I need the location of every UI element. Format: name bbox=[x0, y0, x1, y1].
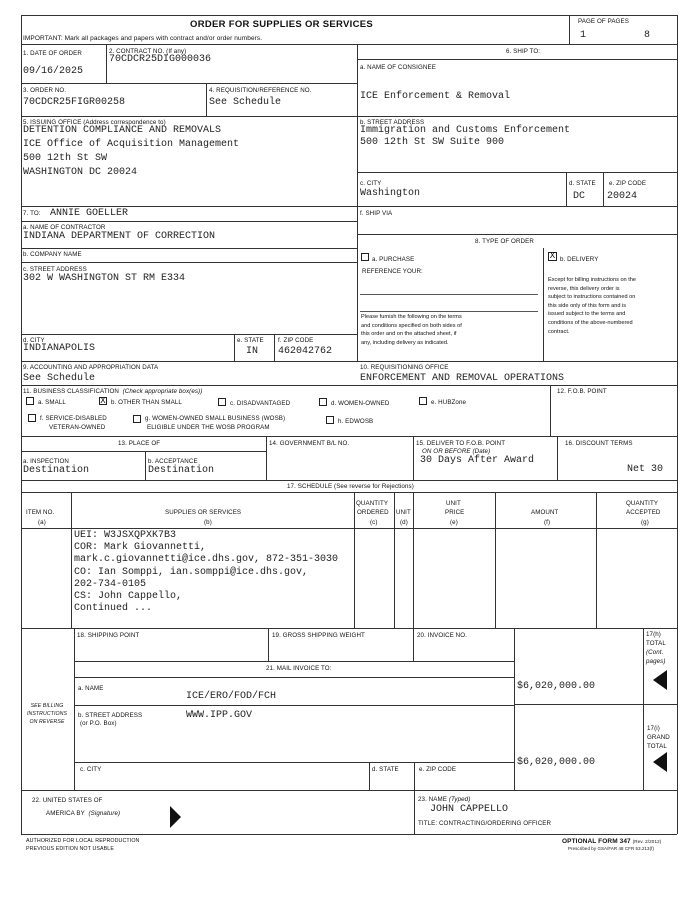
small-label: a. SMALL bbox=[38, 399, 66, 406]
page-number: 1 bbox=[580, 30, 587, 41]
contractor-street-value: 302 W WASHINGTON ST RM E334 bbox=[23, 273, 186, 284]
disadvantaged-label: c. DISADVANTAGED bbox=[230, 400, 291, 407]
issuing-office-line-4: WASHINGTON DC 20024 bbox=[23, 167, 138, 178]
delivery-conditions: Except for billing instructions on the reverse, this delivery order is subject to instructions contained on this side only of this form and is issued subject to the terms and conditions of the above-numbered contract. bbox=[548, 277, 636, 335]
ship-zip-label: e. ZIP CODE bbox=[609, 180, 647, 187]
contractor-state-value: IN bbox=[246, 346, 259, 357]
mail-po-label: (or P.O. Box) bbox=[80, 720, 117, 727]
requisition-no-label: 4. REQUISITION/REFERENCE NO. bbox=[209, 87, 312, 94]
footer-prescribed: Prescribed by GSA/FAR 48 CFR 53.213(f) bbox=[568, 846, 655, 851]
women-owned-label: d. WOMEN-OWNED bbox=[331, 400, 390, 407]
footer-form-number: OPTIONAL FORM 347 (Rev. 2/2012) bbox=[562, 838, 662, 845]
unit-col: (d) bbox=[400, 519, 408, 526]
contractor-name-value: INDIANA DEPARTMENT OF CORRECTION bbox=[23, 231, 216, 242]
supplies-header: SUPPLIES OR SERVICES bbox=[165, 509, 242, 516]
total-arrow-icon bbox=[653, 670, 667, 690]
footer-reproduction: AUTHORIZED FOR LOCAL REPRODUCTION bbox=[26, 838, 140, 844]
requisitioning-office-value: ENFORCEMENT AND REMOVAL OPERATIONS bbox=[360, 373, 565, 384]
gov-bl-label: 14. GOVERNMENT B/L NO. bbox=[269, 440, 350, 447]
mail-name-label: a. NAME bbox=[78, 685, 104, 692]
purchase-conditions: Please furnish the following on the terms and conditions specified on both sides of this order and on the attached sheet, if any, including delivery as indicated. bbox=[361, 314, 462, 346]
contractor-state-label: e. STATE bbox=[237, 337, 264, 344]
contract-no-label: 2. CONTRACT NO. (If any) bbox=[109, 48, 187, 55]
qty-accepted-header-1: QUANTITY bbox=[626, 500, 659, 507]
unit-price-header-1: UNIT bbox=[446, 500, 461, 507]
issuing-office-line-3: 500 12th St SW bbox=[23, 153, 108, 164]
ship-city-value: Washington bbox=[360, 188, 421, 199]
qty-ordered-header-1: QUANTITY bbox=[356, 500, 389, 507]
purchase-label: a. PURCHASE bbox=[372, 256, 415, 263]
wosb-label-2: ELIGIBLE UNDER THE WOSB PROGRAM bbox=[147, 424, 270, 431]
schedule-line: CS: John Cappello, bbox=[74, 591, 183, 603]
signature-field[interactable] bbox=[185, 795, 410, 831]
contractor-zip-value: 462042762 bbox=[278, 346, 333, 357]
to-label: 7. TO: bbox=[23, 210, 41, 217]
qty-accepted-col: (g) bbox=[641, 519, 649, 526]
officer-name-value: JOHN CAPPELLO bbox=[430, 804, 509, 815]
date-of-order-label: 1. DATE OF ORDER bbox=[23, 50, 82, 57]
schedule-line: CO: Ian Somppi, ian.somppi@ice.dhs.gov, bbox=[74, 566, 309, 578]
contractor-street-label: c. STREET ADDRESS bbox=[23, 266, 87, 273]
grand-total-label: 17(i) GRAND TOTAL bbox=[647, 725, 670, 750]
schedule-label: 17. SCHEDULE (See reverse for Rejections) bbox=[287, 483, 414, 490]
name-typed-label: 23. NAME (Typed) bbox=[418, 796, 471, 803]
page-count: 8 bbox=[644, 30, 651, 41]
consignee-value: ICE Enforcement & Removal bbox=[360, 91, 511, 102]
date-of-order-value: 09/16/2025 bbox=[23, 66, 84, 77]
delivery-label: b. DELIVERY bbox=[560, 256, 599, 263]
unit-price-header-2: PRICE bbox=[445, 509, 465, 516]
ship-street-label: b. STREET ADDRESS bbox=[360, 119, 425, 126]
order-no-value: 70CDCR25FIGR00258 bbox=[23, 97, 126, 108]
consignee-label: a. NAME OF CONSIGNEE bbox=[360, 64, 436, 71]
reference-your-label: REFERENCE YOUR: bbox=[362, 268, 423, 275]
signature-arrow-icon bbox=[170, 806, 181, 828]
page-of-pages-label: PAGE OF PAGES bbox=[578, 18, 629, 25]
discount-terms-value: Net 30 bbox=[627, 464, 664, 475]
edwosb-checkbox[interactable] bbox=[326, 416, 334, 424]
sdvosb-checkbox[interactable] bbox=[28, 414, 36, 422]
grand-total-value: $6,020,000.00 bbox=[517, 757, 596, 768]
schedule-description bbox=[74, 530, 338, 615]
schedule-line: mark.c.giovannetti@ice.dhs.gov, 872-351-3030 bbox=[74, 554, 339, 566]
sdvosb-label-2: VETERAN-OWNED bbox=[49, 424, 106, 431]
item-no-header: ITEM NO. bbox=[26, 509, 55, 516]
title-officer-label: TITLE: CONTRACTING/ORDERING OFFICER bbox=[418, 820, 552, 827]
mail-invoice-label: 21. MAIL INVOICE TO: bbox=[266, 665, 332, 672]
delivery-checkbox[interactable]: X bbox=[549, 251, 556, 261]
women-owned-checkbox[interactable] bbox=[319, 398, 327, 406]
type-of-order-label: 8. TYPE OF ORDER bbox=[475, 238, 534, 245]
ship-via-label: f. SHIP VIA bbox=[360, 210, 393, 217]
wosb-label-1: g. WOMEN-OWNED SMALL BUSINESS (WOSB) bbox=[145, 415, 286, 422]
supplies-col: (b) bbox=[204, 519, 212, 526]
qty-ordered-header-2: ORDERED bbox=[357, 509, 389, 516]
discount-terms-label: 16. DISCOUNT TERMS bbox=[565, 440, 633, 447]
grand-total-arrow-icon bbox=[653, 752, 667, 772]
footer-previous-edition: PREVIOUS EDITION NOT USABLE bbox=[26, 846, 114, 852]
contractor-name-label: a. NAME OF CONTRACTOR bbox=[23, 224, 106, 231]
other-than-small-checkbox[interactable]: X bbox=[100, 396, 106, 406]
disadvantaged-checkbox[interactable] bbox=[218, 398, 226, 406]
hubzone-checkbox[interactable] bbox=[419, 397, 427, 405]
mail-zip-label: e. ZIP CODE bbox=[419, 766, 457, 773]
requisitioning-office-label: 10. REQUISITIONING OFFICE bbox=[360, 364, 449, 371]
schedule-line: UEI: W3JSXQPXK7B3 bbox=[74, 530, 177, 541]
purchase-checkbox[interactable] bbox=[361, 253, 369, 261]
issuing-office-label: 5. ISSUING OFFICE (Address correspondence to) bbox=[23, 119, 166, 126]
schedule-line: Continued ... bbox=[74, 603, 153, 615]
mail-street-label: b. STREET ADDRESS bbox=[78, 712, 143, 719]
schedule-line: 202-734-0105 bbox=[74, 578, 147, 590]
issuing-office-line-1: DETENTION COMPLIANCE AND REMOVALS bbox=[23, 125, 222, 136]
ship-zip-value: 20024 bbox=[607, 191, 638, 202]
acceptance-value: Destination bbox=[148, 465, 215, 476]
requisition-no-value: See Schedule bbox=[209, 97, 282, 108]
to-value: ANNIE GOELLER bbox=[50, 208, 129, 219]
order-no-label: 3. ORDER NO. bbox=[23, 87, 67, 94]
ship-street-line-1: Immigration and Customs Enforcement bbox=[360, 125, 571, 136]
total-label: 17(h) TOTAL (Cont. pages) bbox=[646, 631, 666, 665]
fob-point-label: 12. F.O.B. POINT bbox=[557, 388, 607, 395]
amount-col: (f) bbox=[544, 519, 551, 526]
form-title: ORDER FOR SUPPLIES OR SERVICES bbox=[190, 19, 374, 30]
deliver-by-value: 30 Days After Award bbox=[420, 455, 535, 466]
unit-price-col: (e) bbox=[450, 519, 458, 526]
ship-street-line-2: 500 12th St SW Suite 900 bbox=[360, 137, 505, 148]
issuing-office-line-2: ICE Office of Acquisition Management bbox=[23, 139, 240, 150]
on-or-before-label: ON OR BEFORE (Date) bbox=[422, 448, 491, 455]
mail-city-label: c. CITY bbox=[80, 766, 102, 773]
mail-street-value: WWW.IPP.GOV bbox=[186, 710, 253, 721]
place-of-label: 13. PLACE OF bbox=[118, 440, 161, 447]
inspection-label: a. INSPECTION bbox=[23, 458, 69, 465]
contract-no-value: 70CDCR25DIG000036 bbox=[109, 54, 212, 65]
shipping-point-label: 18. SHIPPING POINT bbox=[77, 632, 140, 639]
accounting-label: 9. ACCOUNTING AND APPROPRIATION DATA bbox=[23, 364, 159, 371]
sdvosb-label-1: f. SERVICE-DISABLED bbox=[40, 415, 107, 422]
other-than-small-label: b. OTHER THAN SMALL bbox=[111, 399, 182, 406]
usa-label-1: 22. UNITED STATES OF bbox=[32, 797, 103, 804]
wosb-checkbox[interactable] bbox=[133, 415, 141, 423]
item-no-col: (a) bbox=[38, 519, 46, 526]
acceptance-label: b. ACCEPTANCE bbox=[148, 458, 198, 465]
gross-weight-label: 19. GROSS SHIPPING WEIGHT bbox=[272, 632, 365, 639]
edwosb-label: h. EDWOSB bbox=[338, 418, 374, 425]
important-note: IMPORTANT: Mark all packages and papers with contract and/or order numbers. bbox=[23, 35, 263, 42]
see-billing-label: SEE BILLING INSTRUCTIONS ON REVERSE bbox=[26, 703, 68, 725]
company-name-label: b. COMPANY NAME bbox=[23, 251, 82, 258]
qty-ordered-col: (c) bbox=[370, 519, 378, 526]
schedule-line: COR: Mark Giovannetti, bbox=[74, 542, 207, 554]
inspection-value: Destination bbox=[23, 465, 90, 476]
small-checkbox[interactable] bbox=[26, 397, 34, 405]
unit-header: UNIT bbox=[396, 509, 411, 516]
ship-city-label: c. CITY bbox=[360, 180, 382, 187]
qty-accepted-header-2: ACCEPTED bbox=[626, 509, 661, 516]
ship-to-label: 6. SHIP TO: bbox=[506, 48, 541, 55]
mail-state-label: d. STATE bbox=[372, 766, 399, 773]
usa-label-2: AMERICA BY (Signature) bbox=[46, 810, 121, 817]
deliver-to-fob-label: 15. DELIVER TO F.O.B. POINT bbox=[416, 440, 506, 447]
contractor-city-label: d. CITY bbox=[23, 337, 45, 344]
mail-name-value: ICE/ERO/FOD/FCH bbox=[186, 691, 277, 702]
contractor-city-value: INDIANAPOLIS bbox=[23, 343, 96, 354]
ship-state-value: DC bbox=[573, 191, 586, 202]
accounting-value: See Schedule bbox=[23, 373, 96, 384]
ship-state-label: d. STATE bbox=[569, 180, 596, 187]
hubzone-label: e. HUBZone bbox=[431, 399, 467, 406]
invoice-no-label: 20. INVOICE NO. bbox=[417, 632, 467, 639]
total-value: $6,020,000.00 bbox=[517, 681, 596, 692]
business-class-label: 11. BUSINESS CLASSIFICATION (Check appropriate box(es)) bbox=[23, 388, 203, 395]
amount-header: AMOUNT bbox=[531, 509, 559, 516]
contractor-zip-label: f. ZIP CODE bbox=[278, 337, 314, 344]
